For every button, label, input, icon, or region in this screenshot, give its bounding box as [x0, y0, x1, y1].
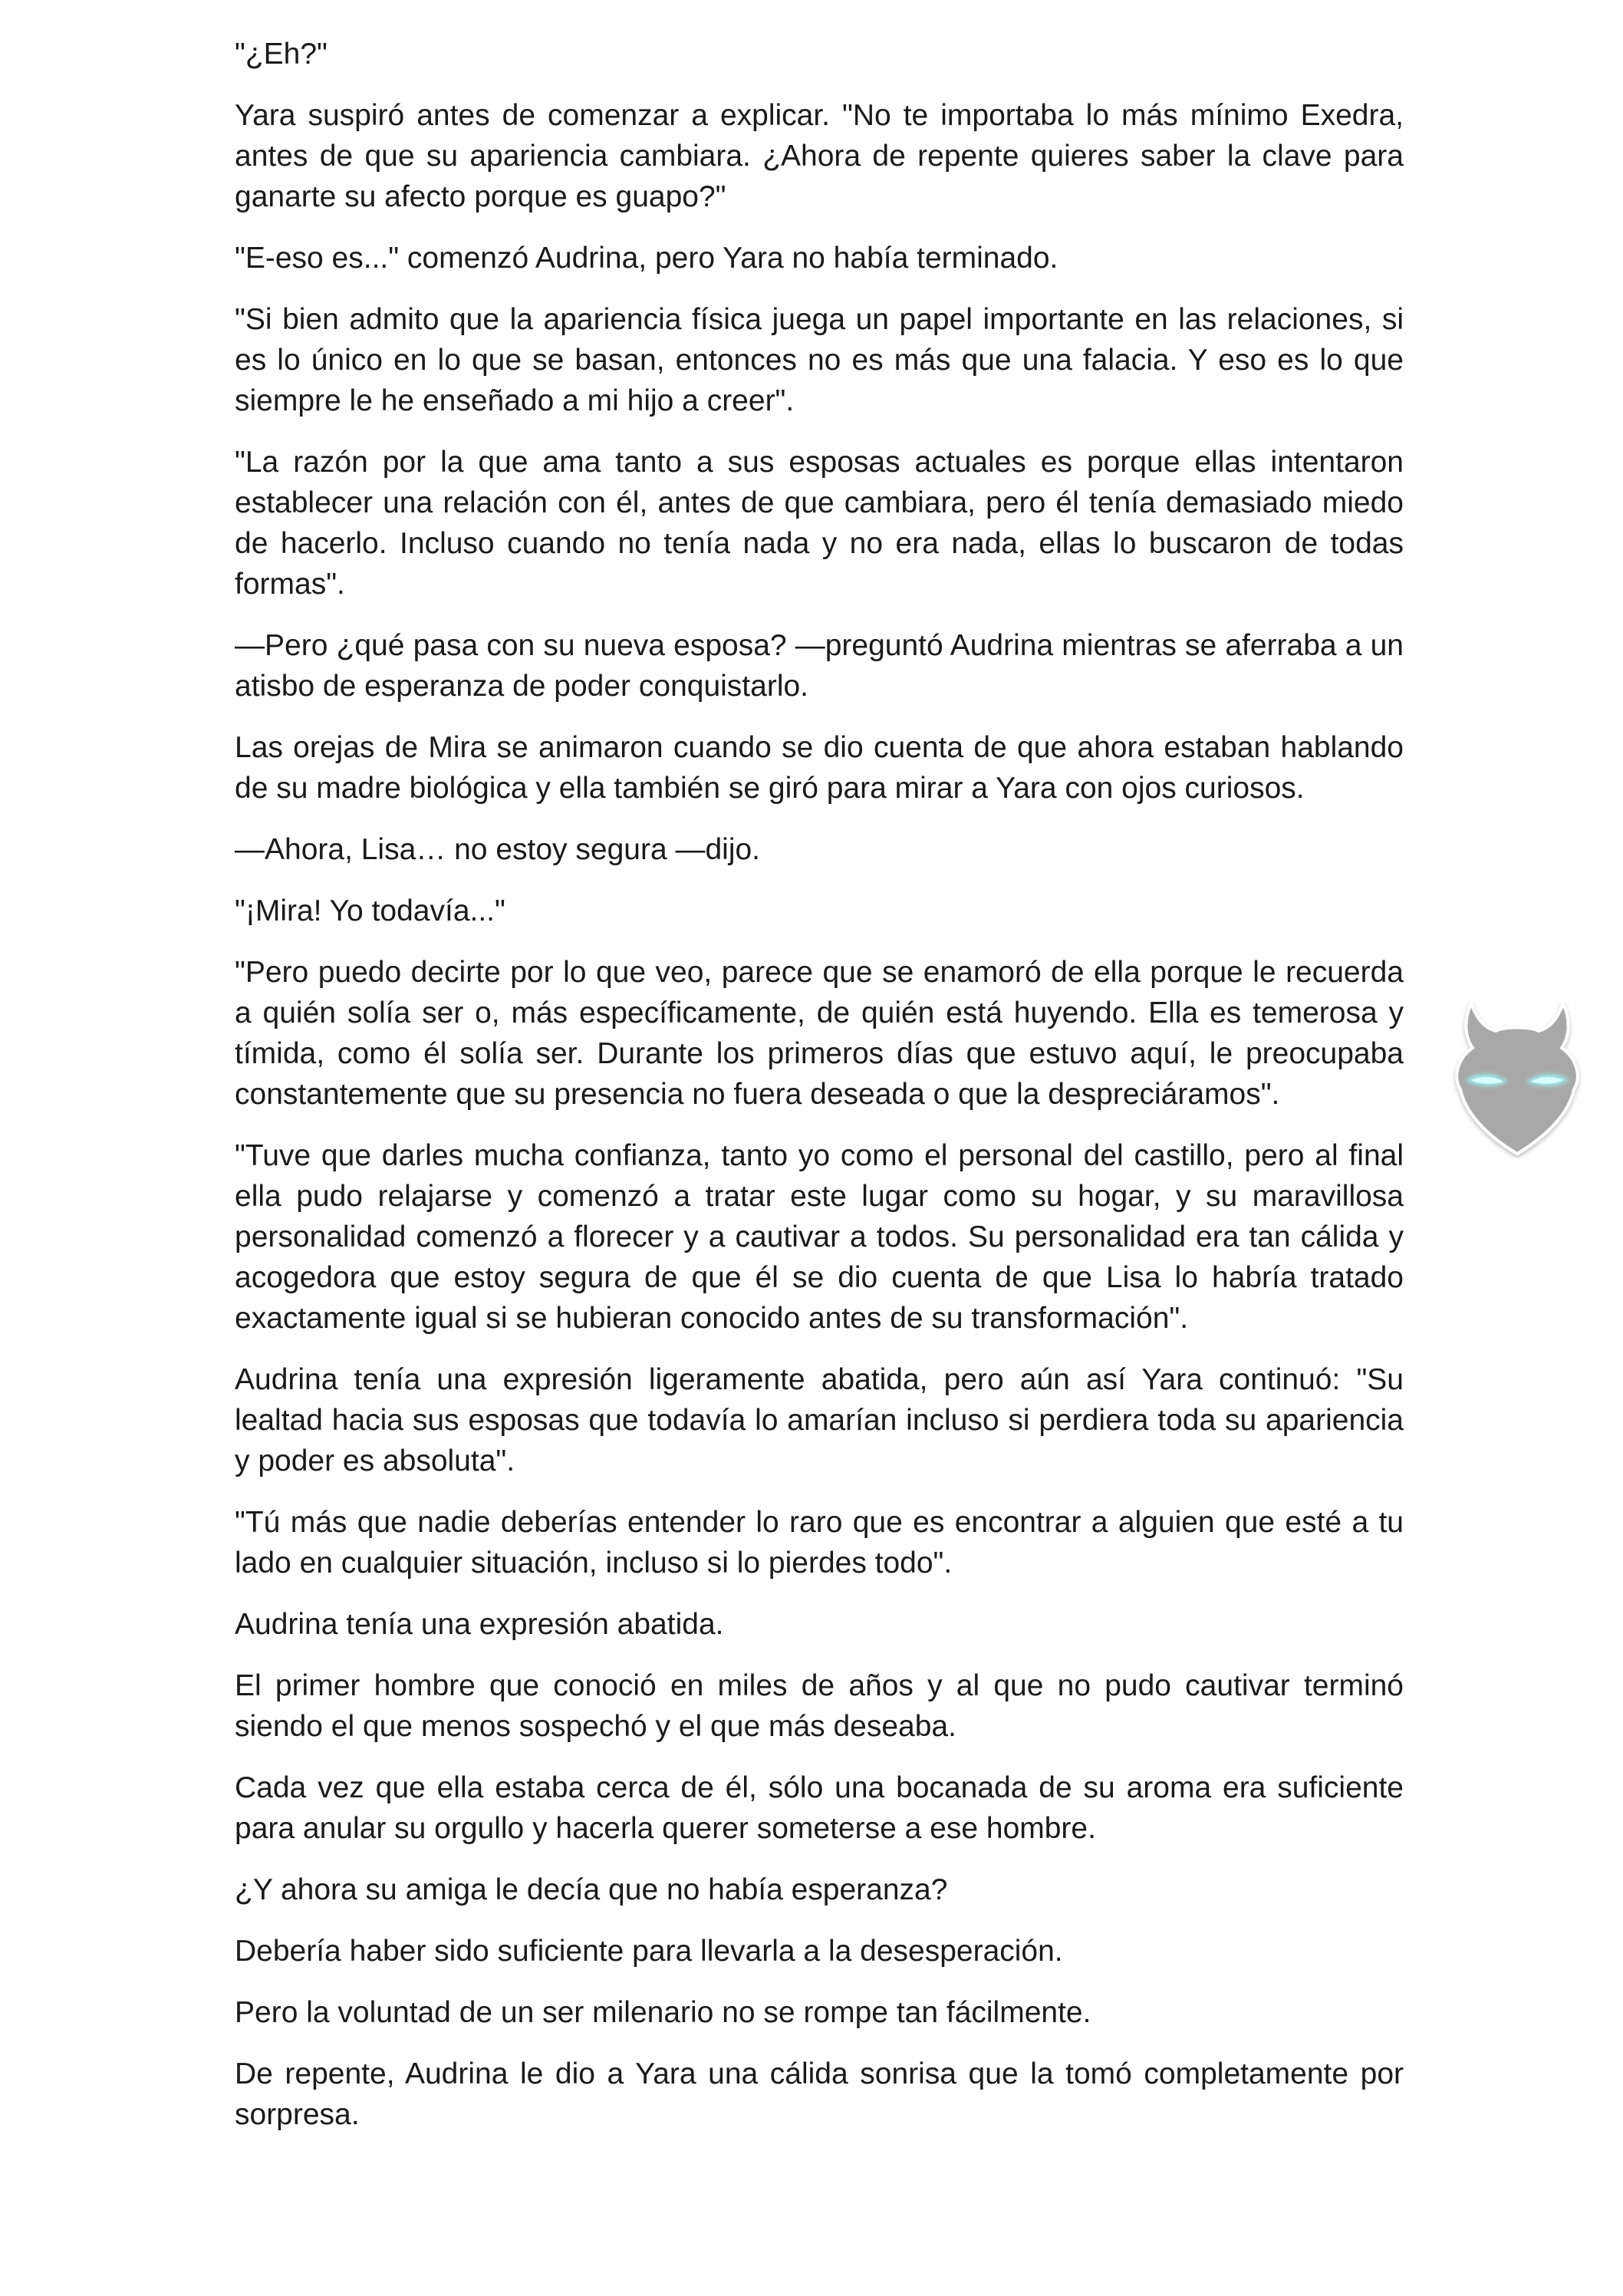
paragraph: Las orejas de Mira se animaron cuando se dio cuenta de que ahora estaban hablando de su madre biológica y ella también se giró para mirar a Yara con ojos curiosos. — [235, 731, 1404, 805]
paragraph: "¡Mira! Yo todavía..." — [235, 894, 505, 927]
paragraph: De repente, Audrina le dio a Yara una cálida sonrisa que la tomó completamente por sorpresa. — [235, 2057, 1404, 2131]
paragraph: Debería haber sido suficiente para llevarla a la desesperación. — [235, 1935, 1063, 1968]
text-column — [235, 34, 1404, 2156]
paragraph: "Tuve que darles mucha confianza, tanto yo como el personal del castillo, pero al final ella pudo relajarse y comenzó a tratar este lugar como su hogar, y su maravillosa personalidad comenzó a florecer y a cautivar a todos. Su personalidad era tan cálida y acogedora que estoy segura de que él se dio cuenta de que Lisa lo habría tratado exactamente igual si se hubieran conocido antes de su transformación". — [235, 1139, 1404, 1335]
paragraph: "Tú más que nadie deberías entender lo raro que es encontrar a alguien que esté a tu lado en cualquier situación, incluso si lo pierdes todo". — [235, 1506, 1404, 1580]
paragraph: Cada vez que ella estaba cerca de él, sólo una bocanada de su aroma era suficiente para anular su orgullo y hacerla querer someterse a ese hombre. — [235, 1771, 1404, 1845]
paragraph: El primer hombre que conoció en miles de años y al que no pudo cautivar terminó siendo el que menos sospechó y el que más deseaba. — [235, 1669, 1404, 1743]
paragraph: —Ahora, Lisa… no estoy segura —dijo. — [235, 833, 761, 866]
devil-head-icon — [1448, 997, 1586, 1158]
paragraph: "Si bien admito que la apariencia física juega un papel importante en las relaciones, si es lo único en lo que se basan, entonces no es más que una falacia. Y eso es lo que siempre le he enseñado a mi hijo a creer". — [235, 303, 1404, 417]
paragraph: Audrina tenía una expresión ligeramente abatida, pero aún así Yara continuó: "Su lealtad hacia sus esposas que todavía lo amarían incluso si perdiera toda su apariencia y poder es absoluta". — [235, 1363, 1404, 1477]
paragraph: "La razón por la que ama tanto a sus esposas actuales es porque ellas intentaron establecer una relación con él, antes de que cambiara, pero él tenía demasiado miedo de hacerlo. Incluso cuando no tenía nada y no era nada, ellas lo buscaron de todas formas". — [235, 446, 1404, 601]
paragraph: "E-eso es..." comenzó Audrina, pero Yara no había terminado. — [235, 242, 1058, 275]
paragraph: Audrina tenía una expresión abatida. — [235, 1608, 724, 1641]
paragraph: "Pero puedo decirte por lo que veo, parece que se enamoró de ella porque le recuerda a quién solía ser o, más específicamente, de quién está huyendo. Ella es temerosa y tímida, como él solía ser. Durante los primeros días que estuvo aquí, le preocupaba constantemente que su presencia no fuera deseada o que la despreciáramos". — [235, 956, 1404, 1111]
paragraph: ¿Y ahora su amiga le decía que no había esperanza? — [235, 1873, 948, 1906]
paragraph: Pero la voluntad de un ser milenario no se rompe tan fácilmente. — [235, 1996, 1091, 2029]
paragraph: —Pero ¿qué pasa con su nueva esposa? —preguntó Audrina mientras se aferraba a un atisbo de esperanza de poder conquistarlo. — [235, 629, 1404, 703]
paragraph: Yara suspiró antes de comenzar a explicar. "No te importaba lo más mínimo Exedra, antes de que su apariencia cambiara. ¿Ahora de repente quieres saber la clave para ganarte su afecto porque es guapo?" — [235, 99, 1404, 213]
paragraph: "¿Eh?" — [235, 38, 328, 71]
